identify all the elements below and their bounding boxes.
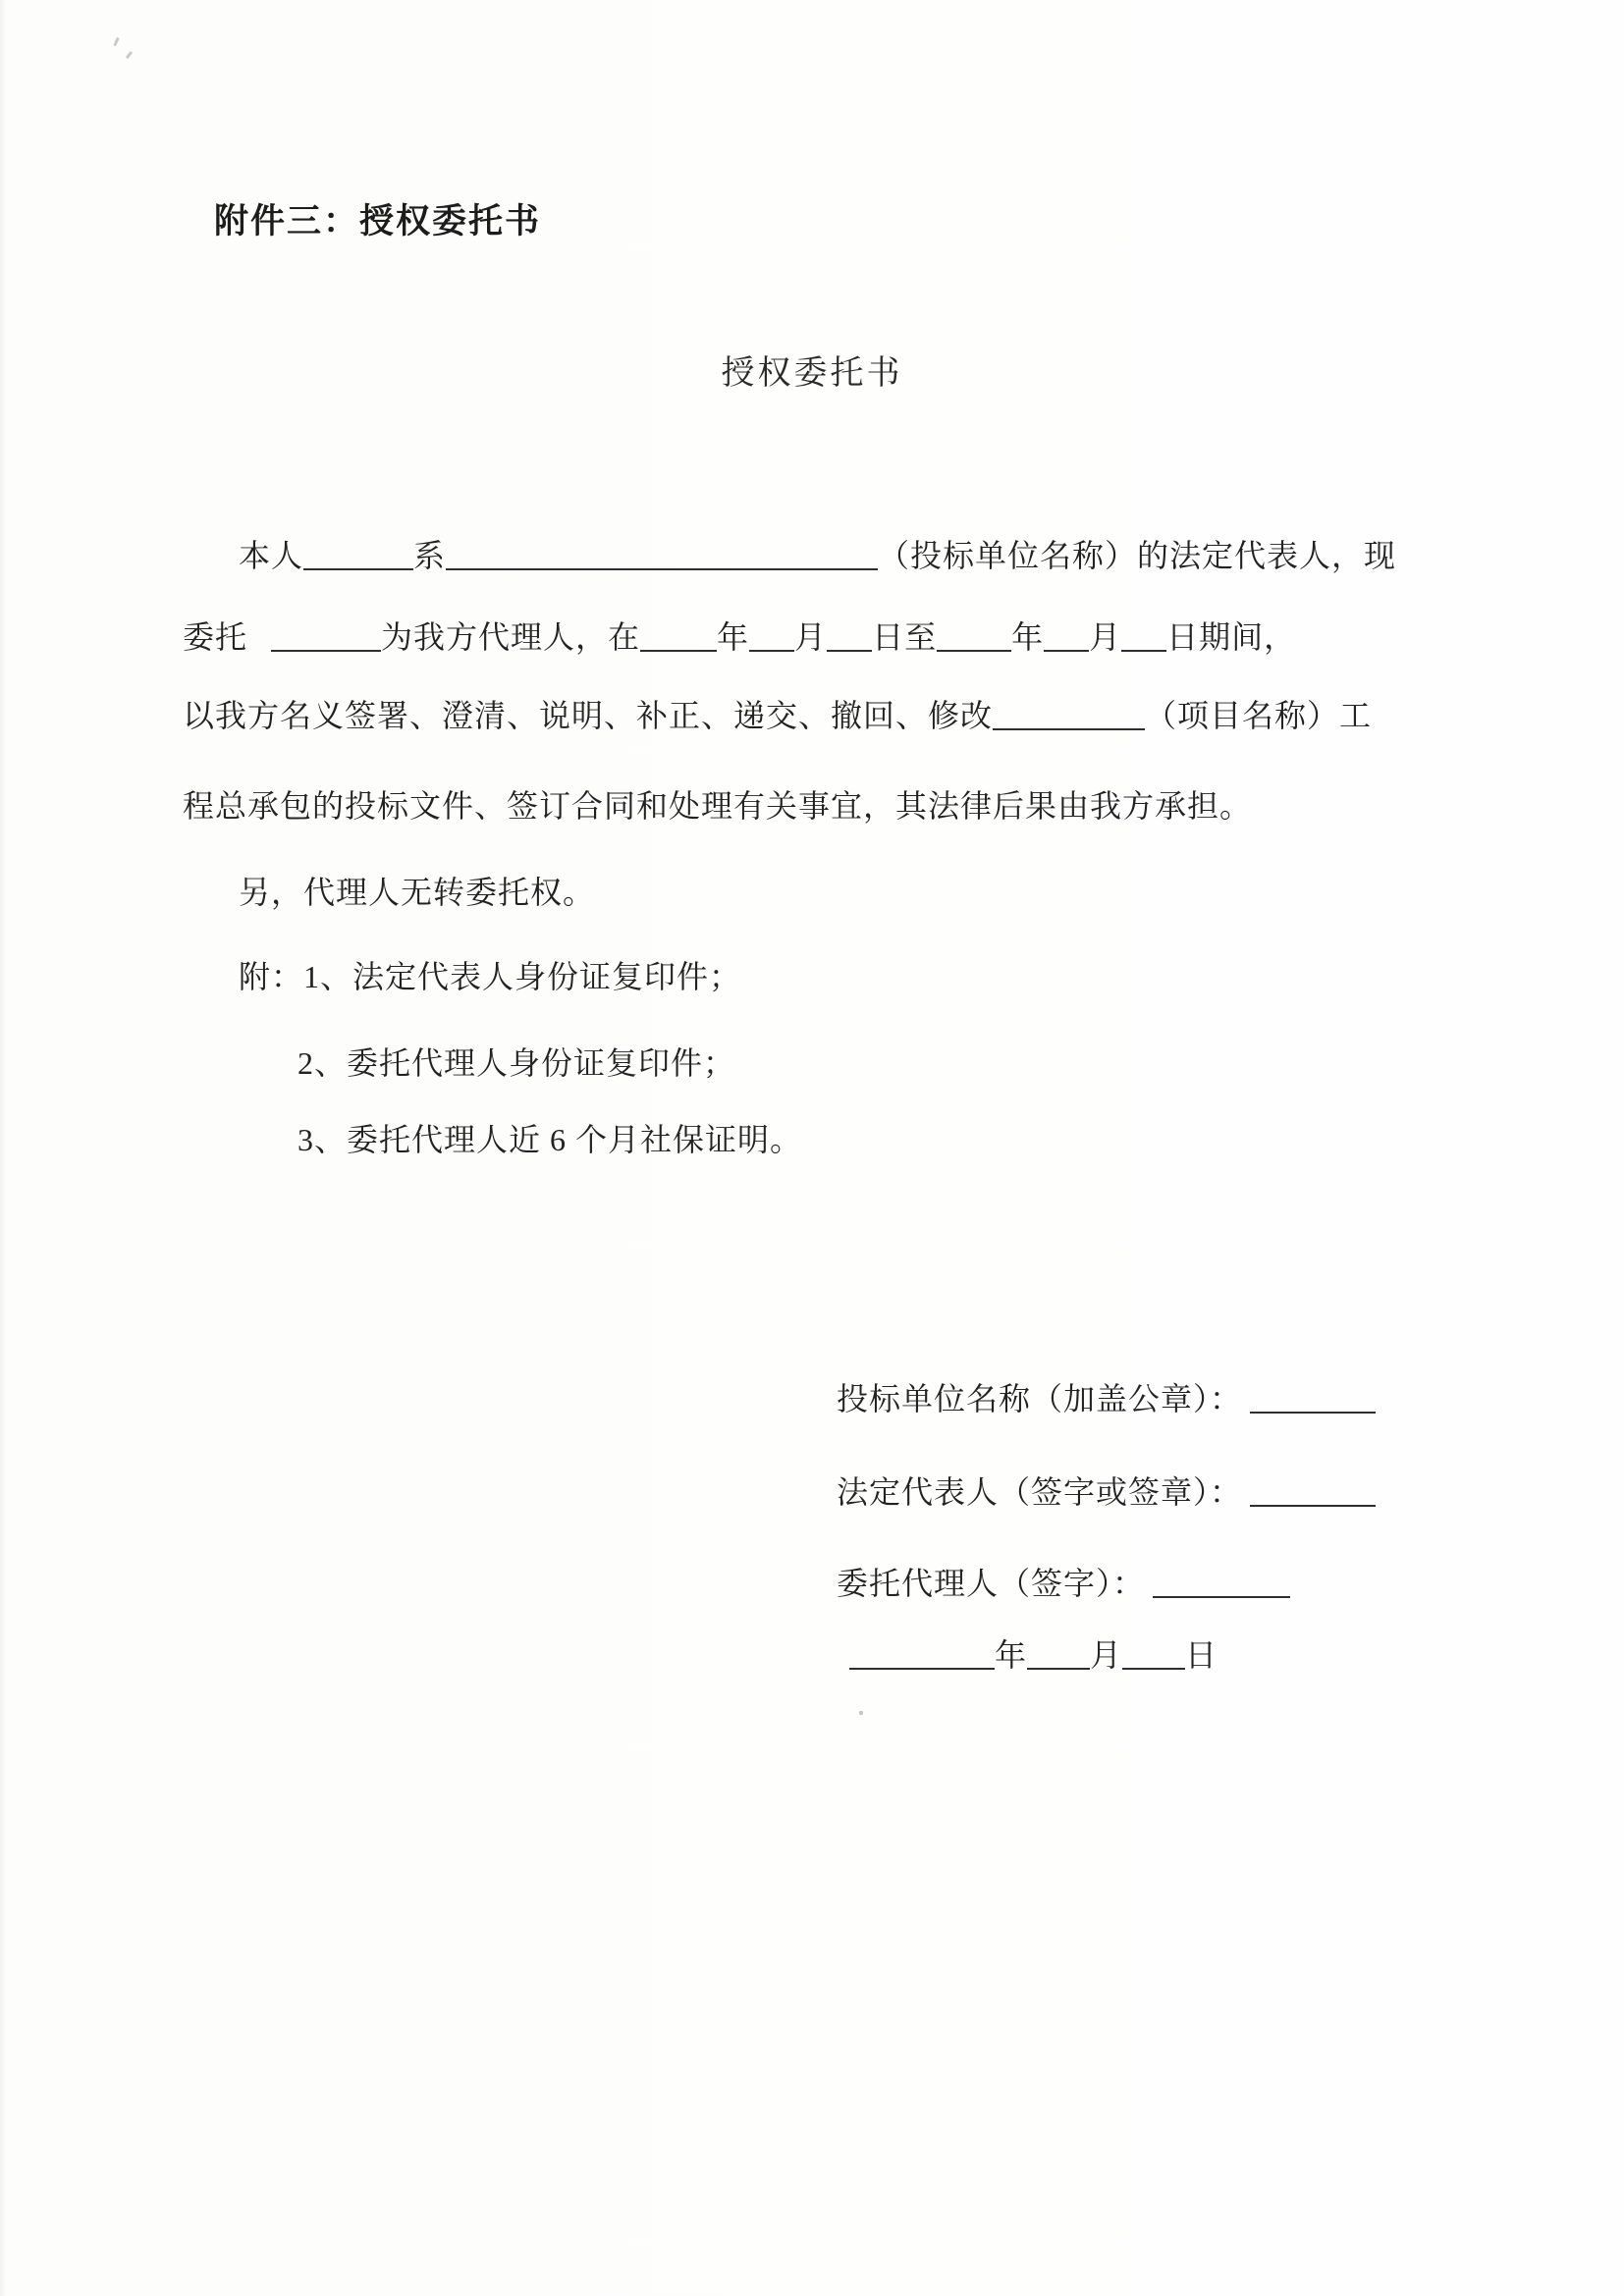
blank-underline [993,697,1145,730]
blank-underline [303,537,413,570]
text-run: 为我方代理人，在 [381,619,641,655]
blank-underline [1122,1636,1185,1670]
text-run: 投标单位名称（加盖公章）： [837,1381,1243,1416]
gap-spacer [1242,1378,1250,1410]
text-run: （项目名称）工 [1145,698,1373,733]
text-run: 月 [1089,619,1122,655]
text-run: 月 [794,619,828,655]
text-run: 以我方名义签署、澄清、说明、补正、递交、撤回、修改 [183,698,994,733]
signature-line-3 [837,1561,1290,1606]
blank-underline [1027,1636,1090,1670]
blank-underline [1250,1380,1376,1414]
attachment-heading: 附件三：授权委托书 [214,202,542,240]
text-run: 委托代理人（签字）： [837,1566,1146,1601]
blank-underline [849,1636,995,1670]
body-line-3 [183,693,1372,738]
text-run: 3、委托代理人近 6 个月社保证明。 [298,1122,803,1157]
gap-spacer [1145,1563,1153,1594]
text-run: 附：1、法定代表人身份证复印件； [239,959,742,994]
blank-underline [1153,1565,1290,1598]
blank-underline [1250,1473,1376,1507]
scan-speckle [859,1711,863,1715]
gap-spacer [1242,1471,1250,1503]
text-run: 法定代表人（签字或签章）： [837,1474,1243,1510]
gap-spacer [247,616,271,648]
text-run: 本人 [239,538,304,573]
blank-underline [1044,618,1089,652]
blank-underline [1121,618,1166,652]
body-line-5 [239,870,595,915]
document-title: 授权委托书 [721,355,903,392]
text-run: 委托 [183,619,248,655]
blank-underline [271,618,381,652]
text-run: （投标单位名称）的法定代表人，现 [878,538,1397,573]
signature-line-4 [849,1632,1218,1678]
text-run: 另，代理人无转委托权。 [239,875,596,910]
text-run: 月 [1090,1637,1123,1673]
scan-speckle [113,37,119,46]
body-line-7 [298,1041,735,1086]
body-line-6 [239,954,741,999]
blank-underline [827,618,872,652]
blank-underline [640,618,717,652]
signature-line-1 [837,1376,1376,1421]
signature-line-2 [837,1469,1376,1515]
text-run: 程总承包的投标文件、签订合同和处理有关事宜，其法律后果由我方承担。 [183,788,1253,824]
scan-speckle [126,51,133,59]
body-line-8 [298,1117,802,1162]
body-line-4 [183,783,1252,828]
text-run: 年 [717,619,750,655]
blank-underline [749,618,794,652]
body-line-2 [183,614,1296,660]
blank-underline [446,537,878,570]
text-run: 系 [413,538,447,573]
text-run: 日期间， [1166,619,1297,655]
text-run: 年 [1011,619,1045,655]
text-run: 日 [1185,1637,1218,1673]
text-run: 年 [995,1637,1028,1673]
text-run: 日至 [872,619,938,655]
body-line-1 [239,533,1396,578]
blank-underline [937,618,1011,652]
text-run: 2、委托代理人身份证复印件； [298,1045,736,1081]
